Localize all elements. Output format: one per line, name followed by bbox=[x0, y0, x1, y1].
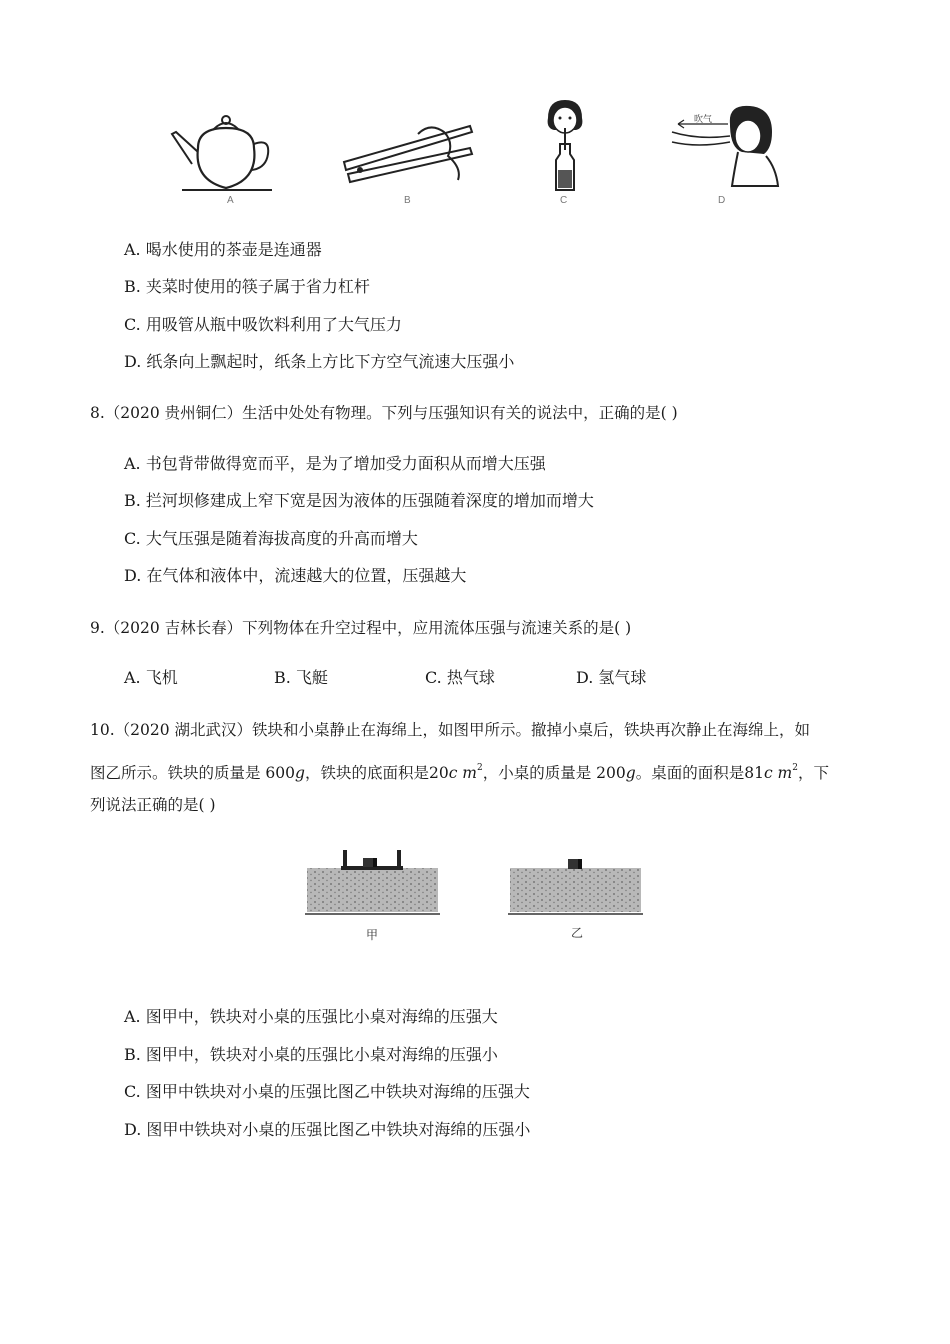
q10-text-a: 图乙所示。铁块的质量是 600 bbox=[90, 764, 296, 782]
q10-figure-label-jia: 甲 bbox=[366, 928, 379, 942]
q7-option-b[interactable]: B. 夹菜时使用的筷子属于省力杠杆 bbox=[124, 277, 370, 296]
q10-stem-line2 bbox=[90, 758, 829, 783]
q10-unit-g-1: g bbox=[295, 764, 305, 782]
q8-option-d[interactable]: D. 在气体和液体中，流速越大的位置，压强越大 bbox=[124, 566, 467, 585]
q7-figure-straw-bottle bbox=[540, 98, 590, 196]
q9-stem: 9.（2020 吉林长春）下列物体在升空过程中，应用流体压强与流速关系的是( ) bbox=[90, 619, 632, 637]
q10-option-d[interactable]: D. 图甲中铁块对小桌的压强比图乙中铁块对海绵的压强小 bbox=[124, 1120, 531, 1139]
q10-unit-cm-2: c m bbox=[763, 764, 793, 782]
q10-sq-1: 2 bbox=[477, 763, 483, 773]
q10-option-a[interactable]: A. 图甲中，铁块对小桌的压强比小桌对海绵的压强大 bbox=[124, 1007, 498, 1026]
q10-figure-yi bbox=[508, 856, 643, 918]
q9-option-d[interactable]: D. 氢气球 bbox=[576, 668, 647, 687]
q7-figure-label-a: A bbox=[227, 195, 234, 206]
q10-option-b[interactable]: B. 图甲中，铁块对小桌的压强比小桌对海绵的压强小 bbox=[124, 1045, 498, 1064]
q10-stem-line3: 列说法正确的是( ) bbox=[90, 796, 216, 814]
q9-option-a[interactable]: A. 飞机 bbox=[124, 668, 178, 687]
q7-option-c[interactable]: C. 用吸管从瓶中吸饮料利用了大气压力 bbox=[124, 315, 402, 334]
q10-option-c[interactable]: C. 图甲中铁块对小桌的压强比图乙中铁块对海绵的压强大 bbox=[124, 1082, 530, 1101]
q9-option-b[interactable]: B. 飞艇 bbox=[274, 668, 328, 687]
q7-figure-label-d: D bbox=[718, 195, 726, 206]
q10-text-c: ，小桌的质量是 200 bbox=[482, 764, 626, 782]
q7-figure-teapot bbox=[168, 108, 278, 196]
q10-figure-label-yi: 乙 bbox=[571, 926, 584, 940]
q10-area2: 81 bbox=[744, 764, 764, 782]
q7-figure-chopsticks bbox=[338, 118, 478, 190]
q7-blow-label: 吹气 bbox=[694, 115, 713, 125]
q8-stem: 8.（2020 贵州铜仁）生活中处处有物理。下列与压强知识有关的说法中，正确的是( ) bbox=[90, 404, 678, 422]
q8-option-c[interactable]: C. 大气压强是随着海拔高度的升高而增大 bbox=[124, 529, 418, 548]
q10-unit-g-2: g bbox=[625, 764, 636, 782]
q10-sq-2: 2 bbox=[792, 763, 798, 773]
q7-option-a[interactable]: A. 喝水使用的茶壶是连通器 bbox=[124, 240, 322, 259]
q10-unit-cm-1: c m bbox=[448, 764, 478, 782]
q10-figure-jia bbox=[305, 846, 440, 918]
q10-area1: 20 bbox=[428, 764, 449, 782]
q8-option-b[interactable]: B. 拦河坝修建成上窄下宽是因为液体的压强随着深度的增加而增大 bbox=[124, 491, 594, 510]
q7-figure-blowing-paper bbox=[668, 102, 780, 188]
q10-text-d: 。桌面的面积是 bbox=[635, 764, 745, 782]
q10-stem-line1: 10.（2020 湖北武汉）铁块和小桌静止在海绵上，如图甲所示。撤掉小桌后，铁块再次静止在海绵上，如 bbox=[90, 721, 811, 739]
q10-text-e: ，下 bbox=[798, 764, 830, 782]
q8-option-a[interactable]: A. 书包背带做得宽而平，是为了增加受力面积从而增大压强 bbox=[124, 454, 546, 473]
q7-figure-label-b: B bbox=[404, 195, 411, 206]
q9-option-c[interactable]: C. 热气球 bbox=[425, 668, 495, 687]
q7-option-d[interactable]: D. 纸条向上飘起时，纸条上方比下方空气流速大压强小 bbox=[124, 352, 515, 371]
q10-text-b: ，铁块的底面积是 bbox=[304, 764, 429, 782]
q7-figure-label-c: C bbox=[560, 195, 568, 206]
